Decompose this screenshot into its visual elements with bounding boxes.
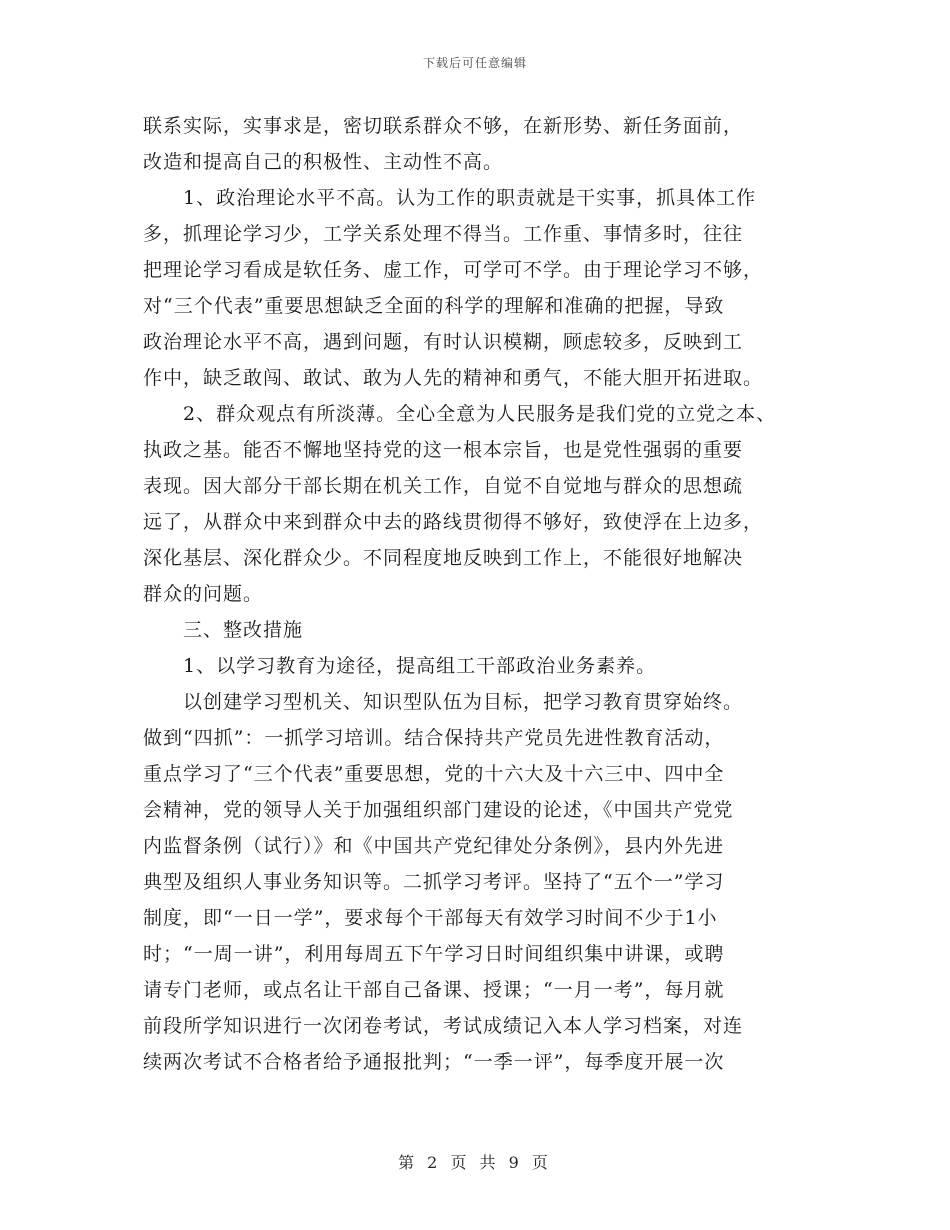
body-line: 1、政治理论水平不高。认为工作的职责就是干实事，抓具体工作	[143, 187, 757, 209]
body-line: 内监督条例（试行）》和《中国共产党纪律处分条例》，县内外先进	[143, 835, 725, 857]
page-number-footer: 第 2 页 共 9 页	[398, 1153, 552, 1172]
document-body	[143, 108, 843, 1080]
body-line: 远了，从群众中来到群众中去的路线贯彻得不够好，致使浮在上边多，	[143, 511, 764, 533]
body-line: 作中，缺乏敢闯、敢试、敢为人先的精神和勇气，不能大胆开拓进取。	[143, 367, 764, 389]
body-line: 群众的问题。	[143, 583, 264, 605]
body-line: 做到“四抓”：一抓学习培训。结合保持共产党员先进性教育活动，	[143, 727, 725, 749]
body-line: 典型及组织人事业务知识等。二抓学习考评。坚持了“五个一”学习	[143, 871, 725, 893]
body-line: 政治理论水平不高，遇到问题，有时认识模糊，顾虑较多，反映到工	[143, 331, 744, 353]
body-line: 把理论学习看成是软任务、虚工作，可学可不学。由于理论学习不够，	[143, 259, 764, 281]
subsection-heading: 1、以学习教育为途径，提高组工干部政治业务素养。	[143, 655, 657, 677]
body-line: 表现。因大部分干部长期在机关工作，自觉不自觉地与群众的思想疏	[143, 475, 744, 497]
body-line: 执政之基。能否不懈地坚持党的这一根本宗旨，也是党性强弱的重要	[143, 439, 744, 461]
body-line: 深化基层、深化群众少。不同程度地反映到工作上，不能很好地解决	[143, 547, 744, 569]
page-header: 下载后可任意编辑	[422, 56, 527, 70]
section-heading: 三、整改措施	[143, 619, 304, 641]
body-line: 制度，即“一日一学”，要求每个干部每天有效学习时间不少于1小	[143, 907, 718, 929]
body-line: 多，抓理论学习少，工学关系处理不得当。工作重、事情多时，往往	[143, 223, 744, 245]
body-line: 请专门老师，或点名让干部自己备课、授课；“一月一考”，每月就	[143, 979, 725, 1001]
body-line: 时；“一周一讲”，利用每周五下午学习日时间组织集中讲课，或聘	[143, 943, 725, 965]
body-line: 前段所学知识进行一次闭卷考试，考试成绩记入本人学习档案，对连	[143, 1015, 744, 1037]
body-line: 2、群众观点有所淡薄。全心全意为人民服务是我们党的立党之本、	[143, 403, 777, 425]
body-line: 改造和提高自己的积极性、主动性不高。	[143, 151, 504, 173]
body-line: 对“三个代表”重要思想缺乏全面的科学的理解和准确的把握，导致	[143, 295, 725, 317]
body-line: 以创建学习型机关、知识型队伍为目标，把学习教育贯穿始终。	[143, 691, 744, 713]
body-line: 联系实际，实事求是，密切联系群众不够，在新形势、新任务面前，	[143, 115, 744, 137]
body-line: 续两次考试不合格者给予通报批判；“一季一评”，每季度开展一次	[143, 1051, 725, 1073]
body-line: 会精神，党的领导人关于加强组织部门建设的论述，《中国共产党党	[143, 799, 734, 821]
body-line: 重点学习了“三个代表”重要思想，党的十六大及十六三中、四中全	[143, 763, 725, 785]
